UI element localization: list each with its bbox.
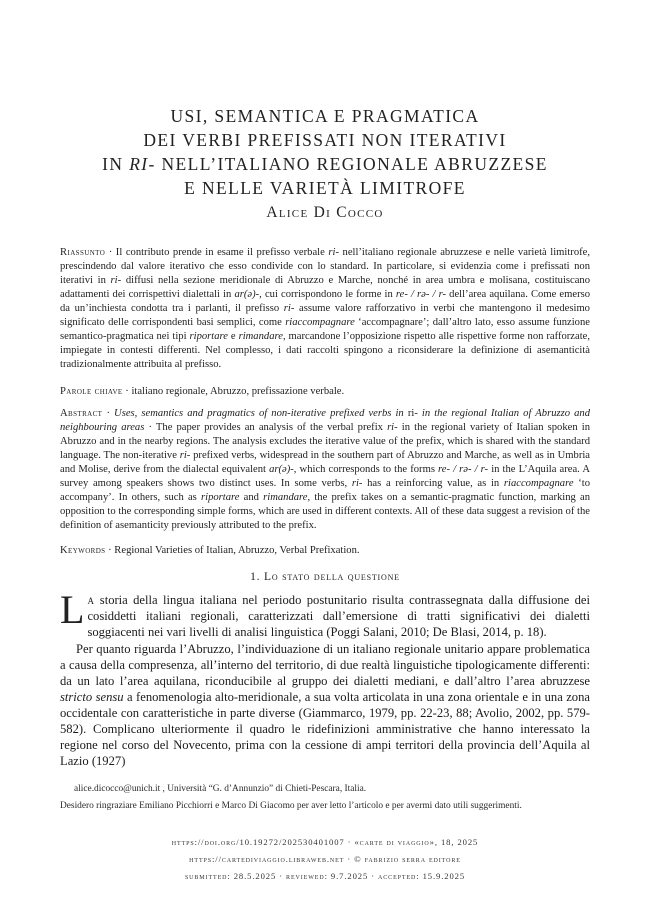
body-paragraph-1 <box>60 587 590 640</box>
riassunto-italic: rimandare <box>238 331 283 342</box>
parole-chiave-sep: · <box>122 386 132 397</box>
abstract-text: - prefixed verbs, widespread in the southern part of Abruzzo and Marche, as well as in Umbria and Molise, derive from the dialectal equivalent <box>60 450 591 475</box>
title-line-3-post: - NELL’ITALIANO REGIONALE ABRUZZESE <box>148 154 548 174</box>
title-line-3 <box>60 152 590 176</box>
footer-dates-line: submitted: 28.5.2025 · reviewed: 9.7.2025 · accepted: 15.9.2025 <box>184 871 466 881</box>
riassunto-italic: ar(ə) <box>234 289 256 300</box>
abstract-block <box>60 407 590 533</box>
abstract-italic: ri <box>351 478 359 489</box>
riassunto-text: -, cui corrispondono le forme in <box>255 289 396 300</box>
riassunto-sep: · <box>105 247 116 258</box>
abstract-sep: · <box>144 422 156 433</box>
abstract-italic: re- / rə- / r- <box>438 464 489 475</box>
riassunto-italic: ri <box>110 275 118 286</box>
smallcap-lead: a <box>87 593 95 607</box>
riassunto-label: Riassunto <box>60 247 106 258</box>
author-name: Alice Di Cocco <box>266 204 384 221</box>
abstract-text: in the L’Aquila area. A survey among speakers shows two distinct uses. In some verbs, <box>60 464 590 489</box>
title-line-4: E NELLE VARIETÀ LIMITROFE <box>184 178 466 198</box>
drop-cap: L <box>60 587 85 632</box>
abstract-italic: ar(ə) <box>269 464 291 475</box>
keywords-text: Regional Varieties of Italian, Abruzzo, Verbal Prefixation. <box>114 545 360 556</box>
riassunto-italic: ri <box>283 303 291 314</box>
abstract-text: - has a reinforcing value, as in <box>358 478 504 489</box>
abstract-title: - in the regional Italian of Abruzzo and neighbouring areas <box>60 408 591 433</box>
riassunto-italic: re- / rə- / r- <box>395 289 447 300</box>
riassunto-text: - nell’italiano regionale abruzzese e nelle varietà limitrofe, prescindendo dal valore iterativo che esso condivide con lo standard. In particolare, si evidenzia come i prefissati non iterativi in <box>60 247 590 286</box>
footer-doi-line: https://doi.org/10.19272/202530401007 · «carte di viaggio», 18, 2025 <box>171 837 479 847</box>
abstract-title: Uses, semantics and pragmatics of non-iterative prefixed verbs in <box>114 408 408 419</box>
abstract-italic: rimandare <box>263 492 308 503</box>
riassunto-italic: ri <box>328 247 336 258</box>
keywords-label: Keywords <box>60 545 106 556</box>
riassunto-text: e <box>227 331 239 342</box>
paragraph-italic: stricto sensu <box>60 690 124 704</box>
abstract-italic: riaccompagnare <box>503 478 574 489</box>
keywords-block <box>60 544 590 558</box>
riassunto-text: - assume valore rafforzativo in verbi che mantengono il medesimo significato delle corrispondenti basi semplici, come <box>60 303 590 328</box>
title-line-3-pre: IN <box>102 154 130 174</box>
abstract-text: - in the regional variety of Italian spoken in Abruzzo and in the nearby regions. The analysis excludes the iterative value of the prefix, which is shared with the standard language. The non-iterative <box>60 422 590 461</box>
riassunto-text: ‘accompagnare’; dall’altro lato, esso assume funzione semantico-pragmatica nei tipi <box>60 317 590 342</box>
parole-chiave-block <box>60 385 590 399</box>
riassunto-text: , marcandone l’opposizione rispetto alle rispettive forme non rafforzate, impiegate in contesti differenti. Nel complesso, i dati raccolti spingono a riconsiderare la definizione di asemanticità tradizionalmente attribuita al prefisso. <box>60 331 590 370</box>
riassunto-text: Il contributo prende in esame il prefisso verbale <box>115 247 329 258</box>
title-line-2: DEI VERBI PREFISSATI NON ITERATIVI <box>143 130 507 150</box>
riassunto-text: dell’area aquilana. Come emerso da un’inchiesta condotta tra i parlanti, il prefisso <box>60 289 591 314</box>
section-heading: 1. Lo stato della questione <box>250 571 400 583</box>
abstract-text: -, which corresponds to the forms <box>290 464 439 475</box>
abstract-title-roman: ri <box>407 408 415 419</box>
article-title <box>60 104 590 200</box>
footer-publisher-line: https://cartediviaggio.libraweb.net · © fabrizio serra editore <box>189 854 461 864</box>
paragraph-text: a fenomenologia alto-meridionale, a sua volta articolata in una zona orientale e in una zona occidentale con caratteristiche in parte diverse (Giammarco, 1979, pp. 22-23, 88; Avolio, 2002, pp. 579-582). Complicano ulteriormente il quadro le ridefinizioni amministrative che hanno interessato la regione nel corso del Novecento, prima con la cessione di ampi territori della provincia dell’Aquila al Lazio (1927) <box>60 690 590 768</box>
article-page <box>60 0 590 922</box>
abstract-italic: riportare <box>201 492 240 503</box>
parole-chiave-text: italiano regionale, Abruzzo, prefissazione verbale. <box>131 386 345 397</box>
abstract-label: Abstract <box>60 408 103 419</box>
keywords-sep: · <box>105 545 115 556</box>
footnote-acknowledgement: Desidero ringraziare Emiliano Picchiorri e Marco Di Giacomo per aver letto l’articolo e per avermi dato utili suggerimenti. <box>60 801 522 811</box>
paragraph-text: Per quanto riguarda l’Abruzzo, l’individuazione di un italiano regionale unitario appare problematica a causa della compresenza, all’interno del territorio, di due realtà linguistiche tipologicamente differenti: da un lato l’area aquilana, riconducibile al gruppo dei dialetti mediani, e dall’altro l’area abruzzese <box>60 642 590 688</box>
abstract-text: ‘to accompany’. In others, such as <box>60 478 591 503</box>
abstract-text: and <box>239 492 264 503</box>
paragraph-text: storia della lingua italiana nel periodo postunitario risulta contrassegnata dalla diffusione dei cosiddetti italiani regionali, caratterizzati dall’emersione di tratti significativi dei dialetti soggiacenti nei vari livelli di analisi linguistica (Poggi Salani, 2010; De Blasi, 2014, p. 18). <box>87 593 590 639</box>
riassunto-italic: riaccompagnare <box>285 317 355 328</box>
abstract-sep: · <box>102 408 115 419</box>
abstract-text: , the prefix takes on a semantic-pragmatic function, marking an opposition to the corresponding simple forms, which are used in different contexts. All of these data suggest a revision of the definition of asemanticity previously attributed to the prefix. <box>60 492 590 531</box>
riassunto-block <box>60 246 590 372</box>
riassunto-text: - diffusi nella sezione meridionale di Abruzzo e Marche, nonché in area umbra e molisana, costituiscano adattamenti dei corrispettivi dialettali in <box>60 275 591 300</box>
abstract-italic: ri <box>387 422 395 433</box>
title-line-1: USI, SEMANTICA E PRAGMATICA <box>170 106 480 126</box>
parole-chiave-label: Parole chiave <box>60 386 123 397</box>
footnote-affiliation: alice.dicocco@unich.it , Università “G. d’Annunzio” di Chieti-Pescara, Italia. <box>74 784 367 794</box>
riassunto-italic: riportare <box>189 331 228 342</box>
abstract-italic: ri <box>179 450 187 461</box>
title-line-3-italic: RI <box>129 154 149 174</box>
body-paragraph-2 <box>60 641 590 769</box>
abstract-text: The paper provides an analysis of the verbal prefix <box>155 422 388 433</box>
